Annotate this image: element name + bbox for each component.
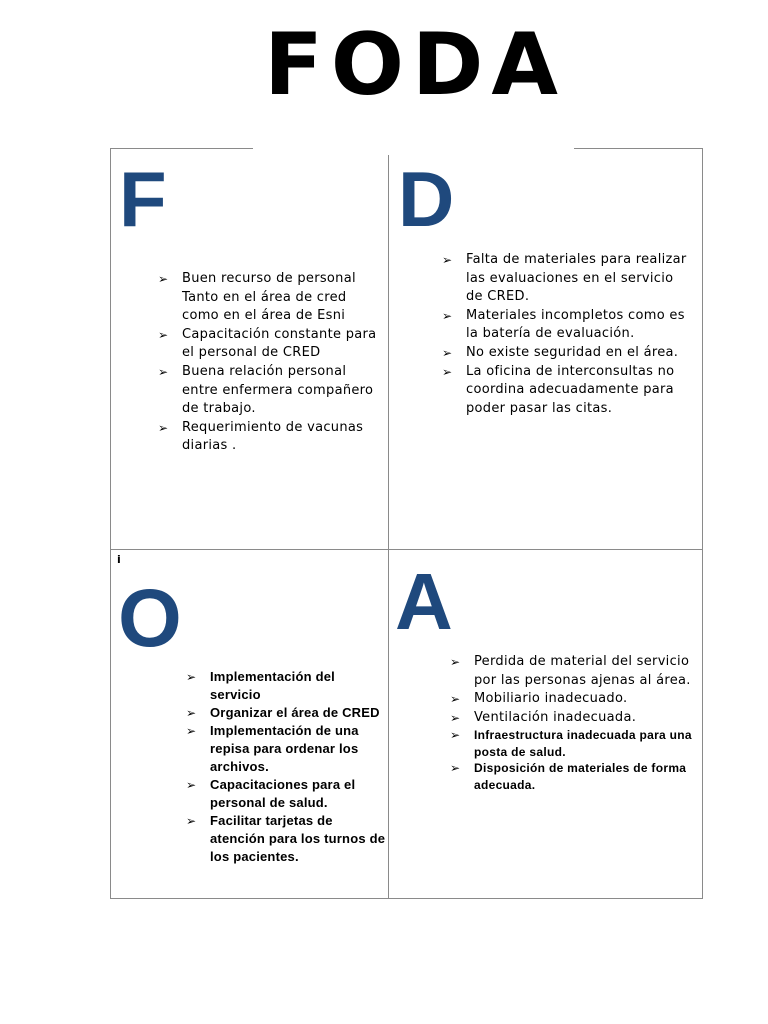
- list-item: ➢ Implementación de una repisa para ordenar los archivos.: [186, 723, 359, 774]
- quadrant-letter-d: D: [398, 155, 455, 243]
- list-item: ➢ Organizar el área de CRED: [186, 705, 380, 720]
- grid-top-right: [574, 148, 703, 149]
- arrowhead-bullet-icon: ➢: [186, 706, 197, 720]
- amenazas-list: [450, 653, 695, 793]
- arrowhead-bullet-icon: ➢: [450, 761, 461, 776]
- arrowhead-bullet-icon: ➢: [186, 814, 197, 828]
- grid-middle-horizontal: [110, 549, 703, 550]
- arrowhead-bullet-icon: ➢: [158, 272, 169, 286]
- arrowhead-bullet-icon: ➢: [158, 364, 169, 379]
- arrowhead-bullet-icon: ➢: [450, 728, 461, 743]
- arrowhead-bullet-icon: ➢: [450, 692, 461, 707]
- grid-top-left: [110, 148, 253, 149]
- page-title: FODA: [264, 15, 566, 115]
- arrowhead-bullet-icon: ➢: [442, 308, 453, 323]
- list-item: ➢ Materiales incompletos como es la batería de evaluación.: [442, 307, 685, 342]
- list-item: ➢ Implementación del servicio: [186, 669, 335, 702]
- quadrant-letter-a: A: [395, 557, 453, 646]
- arrowhead-bullet-icon: ➢: [158, 327, 169, 342]
- debilidades-list: [442, 251, 694, 418]
- grid-right: [702, 148, 703, 899]
- arrowhead-bullet-icon: ➢: [442, 345, 453, 360]
- list-item: ➢ Capacitaciones para el personal de salud.: [186, 777, 356, 810]
- fortalezas-list: [158, 270, 386, 456]
- grid-middle-vertical: [388, 155, 389, 899]
- arrowhead-bullet-icon: ➢: [450, 655, 461, 669]
- list-item: ➢ Facilitar tarjetas de atención para los turnos de los pacientes.: [186, 813, 386, 864]
- list-item: ➢ Capacitación constante para el personal de CRED: [158, 326, 377, 361]
- list-item: ➢ Falta de materiales para realizar las evaluaciones en el servicio de CRED.: [442, 252, 687, 305]
- arrowhead-bullet-icon: ➢: [186, 724, 197, 738]
- list-item: ➢ Requerimiento de vacunas diarias .: [158, 419, 364, 454]
- list-item: ➢ Buena relación personal entre enfermera compañero de trabajo.: [158, 363, 374, 417]
- arrowhead-bullet-icon: ➢: [158, 420, 169, 435]
- arrowhead-bullet-icon: ➢: [442, 253, 453, 267]
- list-item: ➢ La oficina de interconsultas no coordina adecuadamente para poder pasar las citas.: [442, 363, 675, 416]
- arrowhead-bullet-icon: ➢: [186, 778, 197, 792]
- list-item: ➢ Infraestructura inadecuada para una posta de salud.: [450, 728, 692, 759]
- list-item: ➢ No existe seguridad en el área.: [442, 344, 694, 363]
- quadrant-letter-o: O: [118, 573, 182, 664]
- list-item: ➢ Perdida de material del servicio por las personas ajenas al área.: [450, 654, 691, 688]
- grid-left: [110, 148, 111, 899]
- arrowhead-bullet-icon: ➢: [186, 670, 197, 684]
- list-item: ➢ Disposición de materiales de forma adecuada.: [450, 761, 687, 792]
- list-item: ➢ Mobiliario inadecuado.: [450, 690, 695, 709]
- list-item: ➢ Buen recurso de personal Tanto en el área de cred como en el área de Esni: [158, 271, 356, 324]
- list-item: ➢ Ventilación inadecuada.: [450, 709, 695, 728]
- grid-bottom: [110, 898, 703, 899]
- quadrant-letter-f: F: [119, 155, 167, 243]
- stray-marker: i: [117, 553, 121, 566]
- oportunidades-list: [186, 668, 386, 866]
- arrowhead-bullet-icon: ➢: [442, 364, 453, 379]
- arrowhead-bullet-icon: ➢: [450, 710, 461, 725]
